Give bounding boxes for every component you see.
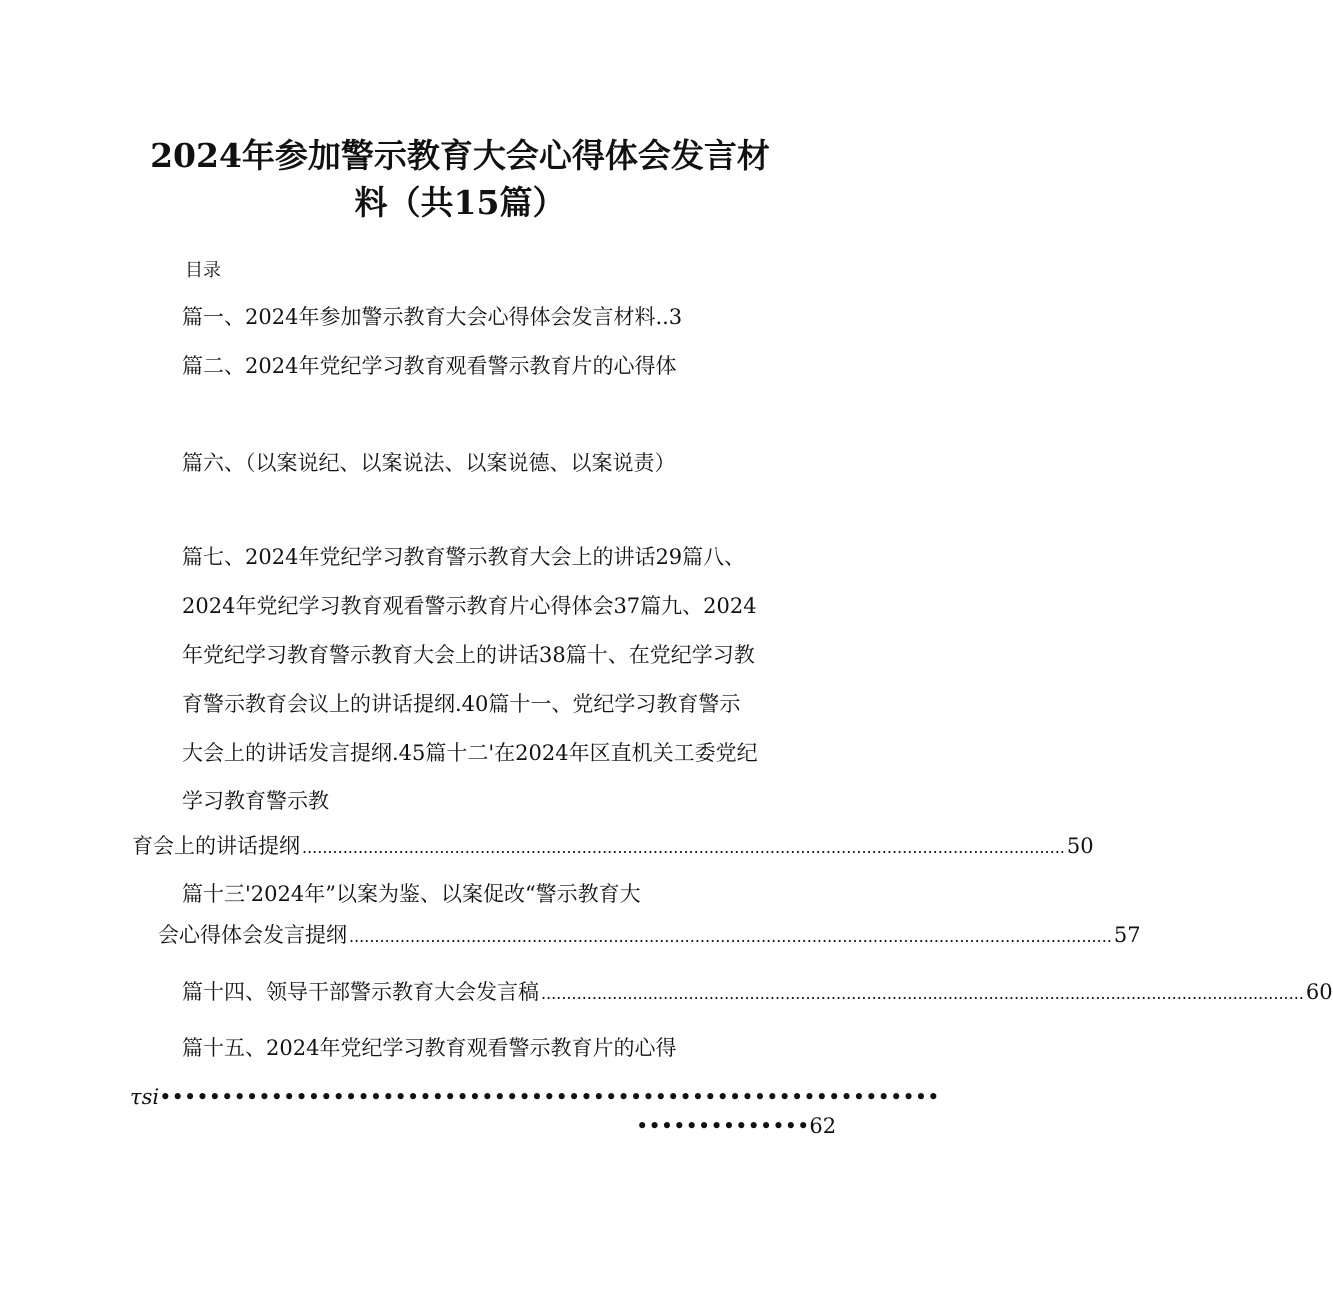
toc-paragraph-line-2[interactable]: 2024年党纪学习教育观看警示教育片心得体会37篇九、2024 — [182, 594, 757, 618]
leader-dots: •••••••••••••• — [636, 1114, 810, 1138]
toc-entry-15-line-2[interactable] — [130, 1082, 940, 1112]
toc-entry-1[interactable]: 篇一、2024年参加警示教育大会心得体会发言材料..3 — [182, 305, 683, 329]
document-title-line-1: 2024年参加警示教育大会心得体会发言材 — [150, 136, 770, 175]
document-title-line-2: 料（共15篇） — [354, 183, 566, 222]
toc-entry-13-page: 57 — [1113, 923, 1141, 947]
leader-dots: ...................................................................................................................................................... — [302, 838, 1065, 857]
toc-entry-15-garbled-text: τsi — [130, 1085, 160, 1109]
leader-dots: ••••••••••••••••••••••••••••••••••••••••••••••••••••••••••••••• — [159, 1085, 940, 1109]
leader-dots: ...................................................................................................................................................... — [541, 984, 1304, 1003]
toc-entry-12-continuation[interactable] — [132, 831, 1094, 863]
leader-dots: ...................................................................................................................................................... — [349, 927, 1112, 946]
toc-paragraph-line-4[interactable]: 育警示教育会议上的讲话提纲.40篇十一、党纪学习教育警示 — [182, 692, 741, 716]
toc-paragraph-line-3[interactable]: 年党纪学习教育警示教育大会上的讲话38篇十、在党纪学习教 — [182, 643, 755, 667]
toc-entry-12-page: 50 — [1066, 834, 1094, 858]
toc-paragraph-line-6[interactable]: 学习教育警示教 — [182, 789, 329, 813]
toc-label: 目录 — [185, 260, 221, 281]
toc-entry-12-text: 育会上的讲话提纲 — [132, 834, 300, 858]
toc-entry-13-continuation[interactable] — [158, 920, 1141, 952]
toc-entry-14-page: 60 — [1305, 980, 1333, 1004]
toc-entry-2[interactable]: 篇二、2024年党纪学习教育观看警示教育片的心得体 — [182, 354, 677, 378]
toc-entry-13-line-1[interactable]: 篇十三'2024年”以案为鉴、以案促改“警示教育大 — [182, 882, 641, 906]
toc-entry-6[interactable]: 篇六、（以案说纪、以案说法、以案说德、以案说责） — [182, 451, 676, 475]
toc-entry-15-page: 62 — [809, 1114, 837, 1138]
toc-paragraph-line-1[interactable]: 篇七、2024年党纪学习教育警示教育大会上的讲话29篇八、 — [182, 545, 746, 569]
toc-entry-15-line-3[interactable] — [636, 1111, 837, 1141]
toc-entry-15-line-1[interactable]: 篇十五、2024年党纪学习教育观看警示教育片的心得 — [182, 1036, 677, 1060]
toc-entry-14[interactable] — [182, 977, 1333, 1009]
toc-entry-13-text: 会心得体会发言提纲 — [158, 923, 347, 947]
toc-entry-14-text: 篇十四、领导干部警示教育大会发言稿 — [182, 980, 539, 1004]
toc-paragraph-line-5[interactable]: 大会上的讲话发言提纲.45篇十二'在2024年区直机关工委党纪 — [182, 741, 758, 765]
